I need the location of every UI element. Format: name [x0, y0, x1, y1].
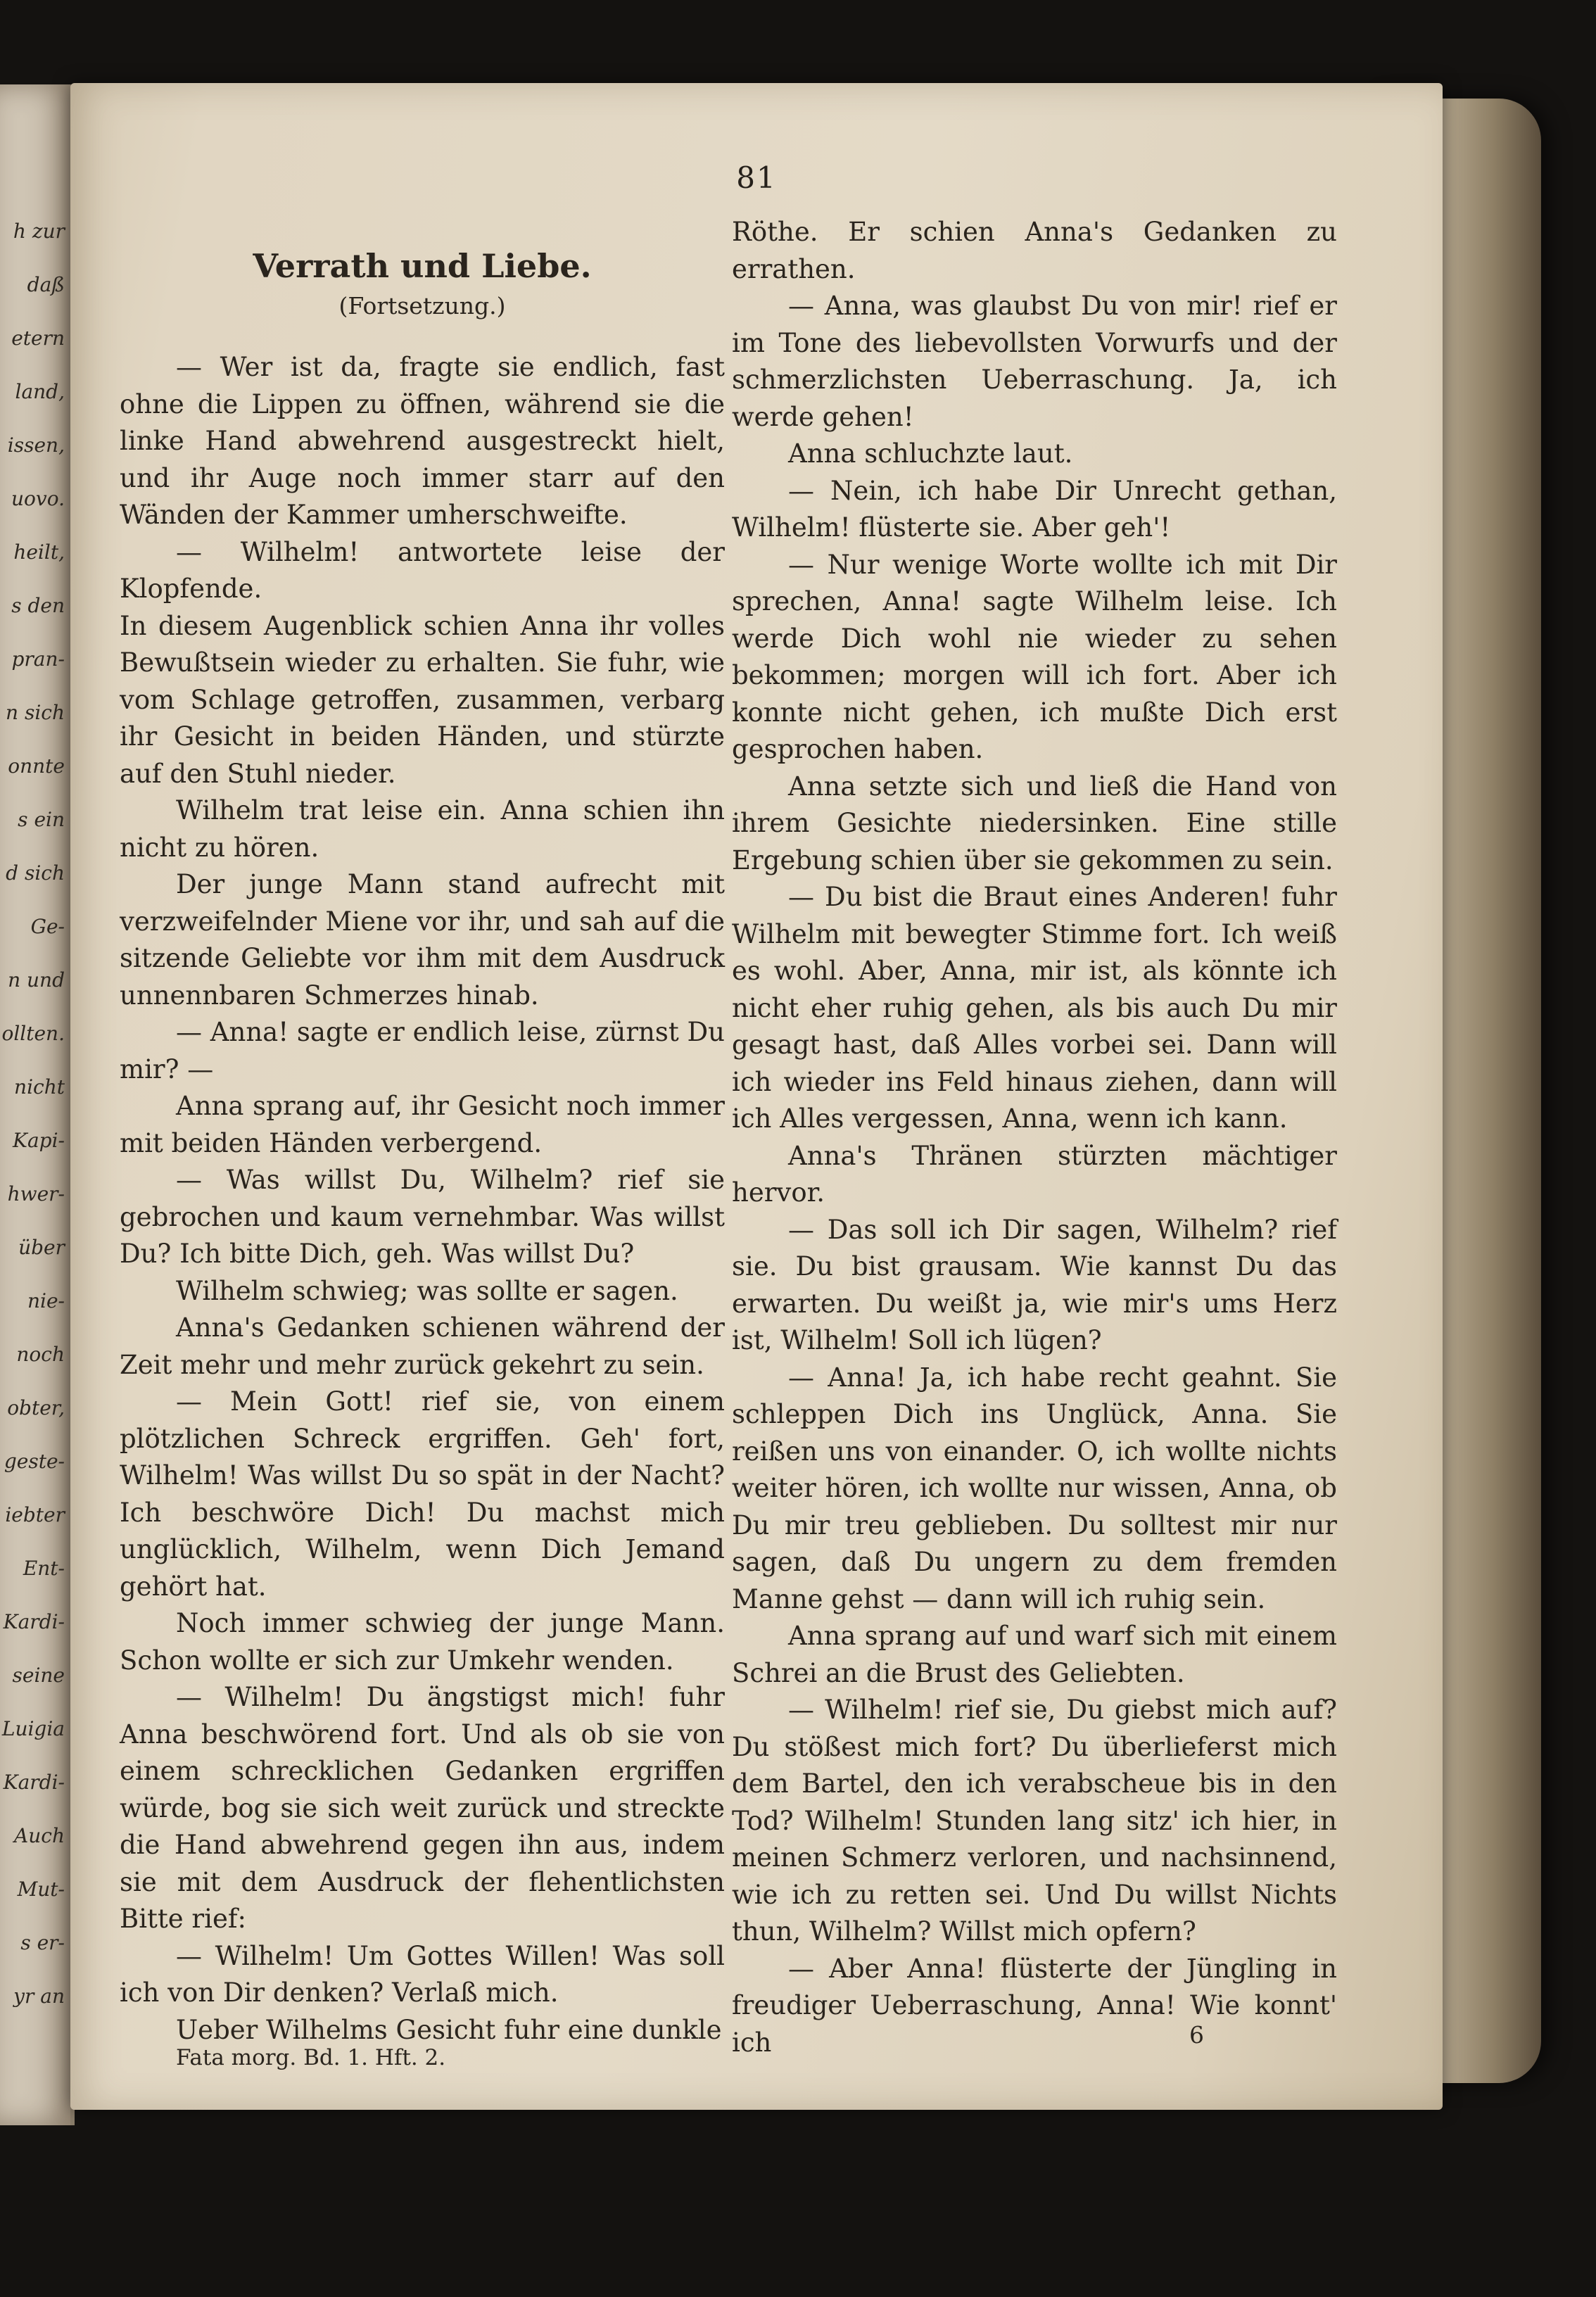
left-page-fragment: h zur: [13, 220, 65, 243]
paragraph: — Wilhelm! rief sie, Du giebst mich auf? Du stößest mich fort? Du überlieferst mich dem Bartel, den ich verabscheue bis in den Tod? Wilhelm! Stunden lang sitz' ich hier, in meinen Schmerz verloren, und nachsinnend, wie ich zu retten sei. Und Du willst Nichts thun, Wilhelm? Willst mich opfern?: [732, 1695, 1337, 1947]
paragraph: Anna sprang auf und warf sich mit einem Schrei an die Brust des Geliebten.: [732, 1621, 1337, 1688]
paragraph: Anna sprang auf, ihr Gesicht noch immer mit beiden Händen verbergend.: [120, 1091, 725, 1158]
left-page-fragment: Ent-: [23, 1557, 65, 1580]
left-page-fragment: obter,: [7, 1396, 65, 1419]
left-page-fragment: über: [18, 1236, 65, 1259]
left-page-fragment: yr an: [13, 1985, 65, 2008]
left-page-fragment: nicht: [14, 1075, 65, 1099]
paragraph: — Aber Anna! flüsterte der Jüngling in freudiger Ueberraschung, Anna! Wie konnt' ich: [732, 1953, 1337, 2058]
paragraph: — Das soll ich Dir sagen, Wilhelm? rief sie. Du bist grausam. Wie kannst Du das erwarten. Du weißt ja, wie mir's ums Herz ist, Wilhelm! Soll ich lügen?: [732, 1214, 1337, 1355]
page-number: 81: [736, 160, 777, 195]
paragraph: — Anna! sagte er endlich leise, zürnst Du mir? —: [120, 1017, 725, 1084]
left-page-fragment: iebter: [5, 1503, 65, 1526]
paragraph: Der junge Mann stand aufrecht mit verzweifelnder Miene vor ihr, und sah auf die sitzende Geliebte vor ihm mit dem Ausdruck unnennbaren Schmerzes hinab.: [120, 869, 725, 1011]
paragraph: Röthe. Er schien Anna's Gedanken zu errathen.: [732, 217, 1337, 284]
paragraph: Noch immer schwieg der junge Mann. Schon wollte er sich zur Umkehr wenden.: [120, 1608, 725, 1676]
left-page-fragment: Auch: [14, 1824, 65, 1847]
left-page-edge: [0, 84, 75, 2125]
left-page-fragment: ollten.: [1, 1022, 65, 1045]
left-page-fragment: Kapi-: [13, 1129, 65, 1152]
book-page: [70, 83, 1443, 2110]
left-page-fragment: d sich: [6, 861, 65, 885]
footer-signature: Fata morg. Bd. 1. Hft. 2.: [176, 2045, 446, 2070]
paragraph: — Wilhelm! Um Gottes Willen! Was soll ich von Dir denken? Verlaß mich.: [120, 1940, 725, 2008]
left-page-fragment: land,: [15, 380, 65, 403]
paragraph: — Anna, was glaubst Du von mir! rief er im Tone des liebevollsten Vorwurfs und der schmerzlichsten Ueberraschung. Ja, ich werde gehen!: [732, 291, 1337, 432]
right-column-text: [732, 214, 1337, 2061]
left-page-fragment: s den: [11, 594, 65, 617]
left-page-fragment: onnte: [8, 754, 65, 778]
left-page-fragment: s ein: [18, 808, 65, 831]
left-page-fragment: uovo.: [11, 487, 65, 510]
left-page-fragment: n und: [8, 968, 65, 992]
paragraph: Wilhelm trat leise ein. Anna schien ihn nicht zu hören.: [120, 795, 725, 863]
article-title: Verrath und Liebe.: [253, 247, 592, 285]
left-page-fragment: Kardi-: [3, 1771, 65, 1794]
paragraph: — Was willst Du, Wilhelm? rief sie gebrochen und kaum vernehmbar. Was willst Du? Ich bitte Dich, geh. Was willst Du?: [120, 1165, 725, 1269]
left-page-fragment: n sich: [6, 701, 65, 724]
paragraph: In diesem Augenblick schien Anna ihr volles Bewußtsein wieder zu erhalten. Sie fuhr, wie vom Schlage getroffen, zusammen, verbarg ihr Gesicht in beiden Händen, und stürzte auf den Stuhl nieder.: [120, 610, 725, 789]
sheet-number: 6: [1189, 2021, 1204, 2049]
paragraph: Anna schluchzte laut.: [788, 438, 1073, 469]
left-page-fragment: noch: [16, 1343, 65, 1366]
right-column: [732, 214, 1337, 2061]
left-page-fragment: hwer-: [7, 1182, 65, 1206]
paragraph: — Wer ist da, fragte sie endlich, fast ohne die Lippen zu öffnen, während sie die linke Hand abwehrend ausgestreckt hielt, und ihr Auge noch immer starr auf den Wänden der Kammer umherschweifte.: [120, 352, 725, 530]
left-page-fragment: Mut-: [17, 1878, 65, 1901]
left-page-fragment: daß: [27, 273, 65, 296]
left-page-fragment: geste-: [4, 1450, 65, 1473]
paragraph: Wilhelm schwieg; was sollte er sagen.: [176, 1275, 678, 1306]
paragraph: — Mein Gott! rief sie, von einem plötzlichen Schreck ergriffen. Geh' fort, Wilhelm! Was willst Du so spät in der Nacht? Ich beschwöre Dich! Du machst mich unglücklich, Wilhelm, wenn Dich Jemand gehört hat.: [120, 1386, 725, 1602]
left-page-fragment: seine: [12, 1664, 65, 1687]
paragraph: — Nur wenige Worte wollte ich mit Dir sprechen, Anna! sagte Wilhelm leise. Ich werde Dich wohl nie wieder zu sehen bekommen; morgen will ich fort. Aber ich konnte nicht gehen, ich mußte Dich erst gesprochen haben.: [732, 549, 1337, 764]
left-page-fragment: Luigia: [1, 1717, 65, 1740]
left-column-text: [120, 349, 725, 2049]
paragraph: — Nein, ich habe Dir Unrecht gethan, Wilhelm! flüsterte sie. Aber geh'!: [732, 475, 1337, 543]
left-page-fragment: Kardi-: [3, 1610, 65, 1633]
left-page-fragment: s er-: [20, 1931, 65, 1954]
paragraph: — Anna! Ja, ich habe recht geahnt. Sie schleppen Dich ins Unglück, Anna. Sie reißen uns von einander. O, ich wollte nichts weiter hören, ich wollte nur wissen, Anna, ob Du mir treu geblieben. Du solltest mir nur sagen, daß Du ungern zu dem fremden Manne gehst — dann will ich ruhig sein.: [732, 1362, 1337, 1614]
paragraph: Anna's Thränen stürzten mächtiger hervor.: [732, 1140, 1337, 1208]
paragraph: — Wilhelm! Du ängstigst mich! fuhr Anna beschwörend fort. Und als ob sie von einem schrecklichen Gedanken ergriffen würde, bog sie sich weit zurück und streckte die Hand abwehrend gegen ihn aus, indem sie mit dem Ausdruck der flehentlichsten Bitte rief:: [120, 1682, 725, 1934]
left-column: [120, 217, 725, 2049]
paragraph: Anna's Gedanken schienen während der Zeit mehr und mehr zurück gekehrt zu sein.: [120, 1312, 725, 1380]
left-page-fragment: nie-: [27, 1289, 65, 1312]
left-page-fragment: Ge-: [30, 915, 65, 938]
left-page-fragment: issen,: [7, 434, 65, 457]
paragraph: — Du bist die Braut eines Anderen! fuhr Wilhelm mit bewegter Stimme fort. Ich weiß es wohl. Aber, Anna, mir ist, als könnte ich nicht eher ruhig gehen, als bis auch Du mir gesagt hast, daß Alles vorbei sei. Dann will ich wieder ins Feld hinaus ziehen, dann will ich Alles vergessen, Anna, wenn ich kann.: [732, 882, 1337, 1134]
left-page-fragment: pran-: [11, 647, 65, 671]
paragraph: Anna setzte sich und ließ die Hand von ihrem Gesichte niedersinken. Eine stille Ergebung schien über sie gekommen zu sein.: [732, 771, 1337, 875]
left-page-fragment: heilt,: [13, 540, 65, 564]
paragraph: Ueber Wilhelms Gesicht fuhr eine dunkle: [176, 2014, 722, 2045]
left-page-fragment: etern: [11, 327, 65, 350]
article-subtitle: (Fortsetzung.): [338, 292, 506, 319]
paragraph: — Wilhelm! antwortete leise der Klopfende.: [120, 536, 725, 604]
